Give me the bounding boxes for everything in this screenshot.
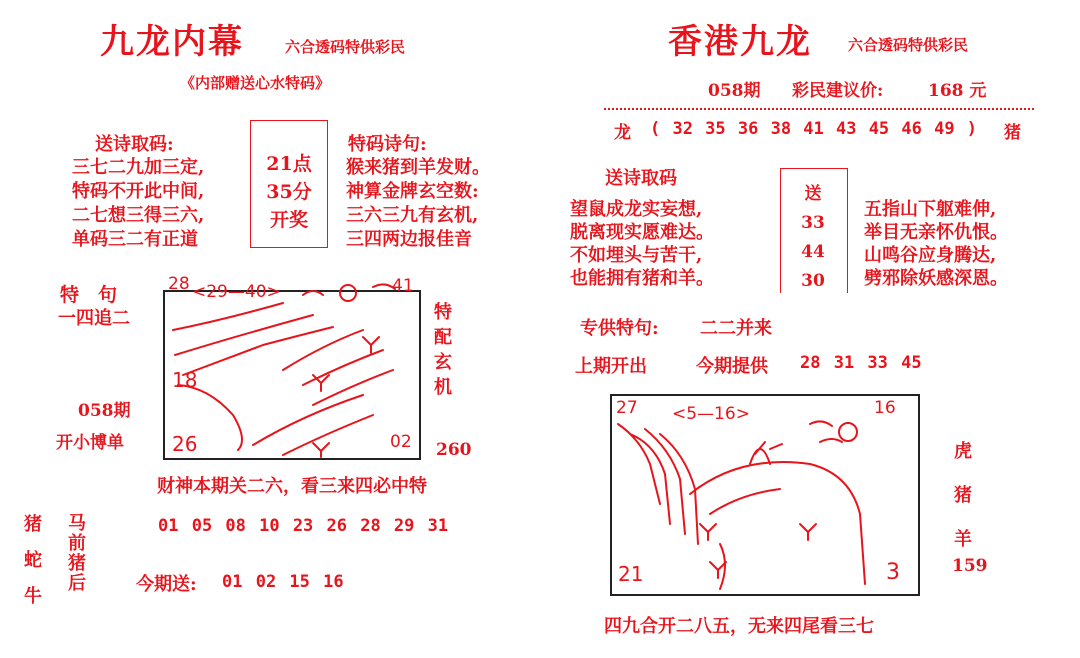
bottom-line: 四九合开二八五，无来四尾看三七 [604,616,874,637]
poem-line: 三七二九加三定, [72,157,205,178]
poem-line: 三六三九有玄机, [346,205,479,226]
poem-line: 特码不开此中间, [72,181,205,202]
left-issue: 058期 [78,401,131,421]
vertical-label: 特配玄机 [434,302,452,398]
last-open-label: 上期开出 [575,356,647,377]
zodiac: 猪 [24,514,42,535]
right-tagline: 六合透码特供彩民 [848,36,969,54]
send-label: 今期送: [136,574,197,595]
left-side-number: 260 [436,440,472,460]
left-tagline: 六合透码特供彩民 [285,38,406,56]
left-send-poem [72,156,204,252]
horse-char: 猪 [68,553,86,574]
special-value: 二二并来 [700,318,772,339]
send-box-content [782,180,844,296]
left-send-poem-title: 送诗取码: [95,134,174,155]
poem-line: 二七想三得三六, [72,205,205,226]
sketch-num-mid-left: 18 [172,368,198,392]
poem-line: 举目无亲怀仇恨。 [864,222,1008,243]
poem-line: 单码三二有正道 [72,229,198,250]
special-poem [346,156,490,252]
sketch-num-bottom-left: 21 [618,562,644,586]
dragon-row-left: 龙 [614,123,631,143]
sketch-num-bottom-right: 02 [390,432,412,452]
fortune-line: 财神本期关二六，看三来四必中特 [157,476,427,497]
price-label: 彩民建议价: [792,81,884,101]
sketch-num-top-left: 28 [168,274,190,294]
left-zodiac-col [24,507,42,615]
send-box-num: 33 [801,213,825,233]
zodiac: 羊 [954,529,972,550]
right-zodiac-col [954,430,972,562]
sketch-num-bottom-left: 26 [172,432,198,456]
zodiac: 猪 [954,485,972,506]
sketch-range: <5—16> [672,404,750,424]
sketch-num-top-right: 41 [392,276,414,296]
send-box-num: 30 [801,271,825,291]
zodiac: 虎 [954,441,972,462]
poem-line: 山鸣谷应身腾达, [864,245,997,266]
right-issue: 058期 [708,81,761,101]
poem-line: 脱离现实愿难达。 [570,222,714,243]
poem-line: 不如埋头与苦干, [570,245,703,266]
send-numbers: 01 02 15 16 [222,572,344,592]
sketch-num-top-left: 27 [616,398,638,418]
poem-line: 猴来猪到羊发财。 [346,157,490,178]
zodiac: 牛 [24,586,42,607]
sketch-num-bottom-right: 3 [886,560,900,585]
provide-label: 今期提供 [696,356,768,377]
poem-line: 三四两边报佳音 [346,229,472,250]
poem-line: 也能拥有猪和羊。 [570,268,714,289]
right-title: 香港九龙 [668,22,812,62]
horse-char: 马 [68,513,86,534]
sketch-range: <29—40> [192,282,281,302]
right-poem-2 [864,198,1008,290]
price-value: 168 元 [928,81,987,101]
poem-line: 劈邪除妖感深恩。 [864,268,1008,289]
right-side-number: 159 [952,556,988,576]
horse-char: 后 [68,573,86,594]
special-poem-title: 特码诗句: [348,134,427,155]
left-subtitle: 《内部赠送心水特码》 [180,74,331,92]
right-sketch [610,394,920,594]
poem-line: 望鼠成龙实妄想, [570,199,703,220]
left-numbers-row: 01 05 08 10 23 26 28 29 31 [158,516,449,536]
poem-line: 五指山下躯难伸, [864,199,997,220]
horse-char: 前 [68,533,86,554]
dotted-divider [604,108,1034,110]
draw-minute: 35分 [266,181,312,203]
draw-open: 开奖 [269,209,308,231]
poem-line: 神算金牌玄空数: [346,181,479,202]
open-hint: 开小博单 [56,433,124,453]
special-sentence-label: 特 句 [60,284,118,306]
right-send-poem [570,198,714,290]
zodiac: 蛇 [24,550,42,571]
special-sentence-value: 一四追二 [58,308,130,329]
send-box-num: 44 [801,242,825,262]
left-title: 九龙内幕 [100,22,244,62]
draw-time [254,150,324,234]
draw-hour: 21点 [266,153,312,175]
horse-col [68,514,86,594]
special-label: 专供特句: [580,318,659,339]
provide-numbers: 28 31 33 45 [800,353,922,373]
sketch-num-top-right: 16 [874,398,896,418]
dragon-row-right: 猪 [1004,123,1021,143]
send-box-label: 送 [804,184,822,204]
dragon-row-numbers: ( 32 35 36 38 41 43 45 46 49 ) [650,119,978,139]
right-send-poem-title: 送诗取码 [605,168,677,189]
